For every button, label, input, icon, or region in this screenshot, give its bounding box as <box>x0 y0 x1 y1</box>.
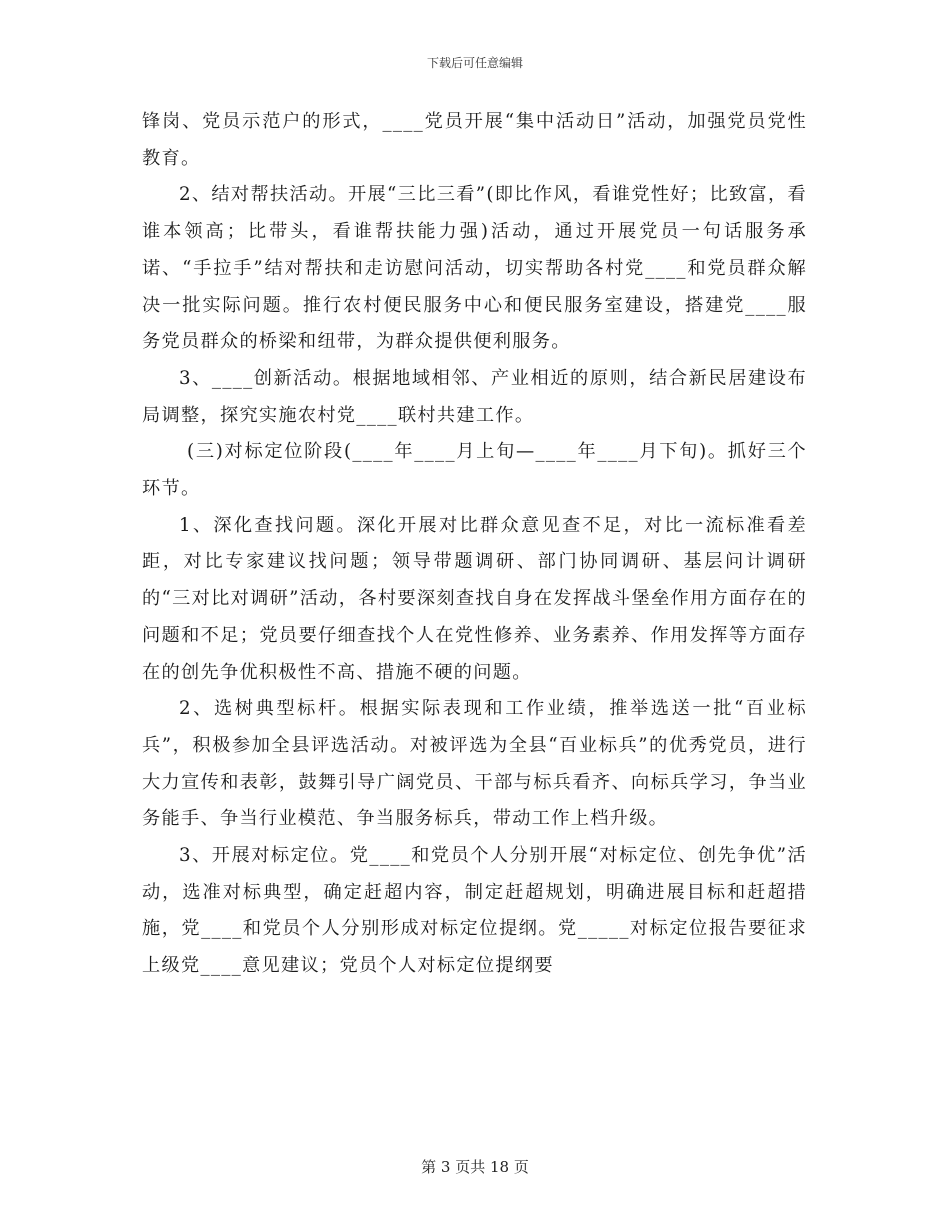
paragraph-benchmarking: 3、开展对标定位。党____和党员个人分别开展“对标定位、创先争优”活动，选准对标典型，确定赶超内容，制定赶超规划，明确进展目标和赶超措施，党____和党员个人分别形成对标定位提纲。党_____对标定位报告要征求上级党____意见建议；党员个人对标定位提纲要 <box>142 845 807 977</box>
page-number: 第 3 页共 18 页 <box>421 1158 529 1176</box>
paragraph-pairing-assistance: 2、结对帮扶活动。开展“三比三看”(即比作风，看谁党性好；比致富，看谁本领高；比带头，看谁帮扶能力强)活动，通过开展党员一句话服务承诺、“手拉手”结对帮扶和走访慰问活动，切实帮助各村党____和党员群众解决一批实际问题。推行农村便民服务中心和便民服务室建设，搭建党____服务党员群众的桥梁和纽带，为群众提供便利服务。 <box>142 184 807 353</box>
paragraph-section-heading: (三)对标定位阶段(____年____月上旬—____年____月下旬)。抓好三个环节。 <box>142 441 807 500</box>
paragraph-select-models: 2、选树典型标杆。根据实际表现和工作业绩，推举选送一批“百业标兵”，积极参加全县评选活动。对被评选为全县“百业标兵”的优秀党员，进行大力宣传和表彰，鼓舞引导广阔党员、干部与标兵看齐、向标兵学习，争当业务能手、争当行业模范、争当服务标兵，带动工作上档升级。 <box>142 698 807 830</box>
paragraph-innovation-activity: 3、____创新活动。根据地域相邻、产业相近的原则，结合新民居建设布局调整，探究实施农村党____联村共建工作。 <box>142 367 807 426</box>
document-body <box>142 104 807 985</box>
page-header-note: 下载后可任意编辑 <box>426 56 523 70</box>
paragraph-find-problems: 1、深化查找问题。深化开展对比群众意见查不足，对比一流标准看差距，对比专家建议找问题；领导带题调研、部门协同调研、基层问计调研的“三对比对调研”活动，各村要深刻查找自身在发挥战斗堡垒作用方面存在的问题和不足；党员要仔细查找个人在党性修养、业务素养、作用发挥等方面存在的创先争优积极性不高、措施不硬的问题。 <box>142 514 807 683</box>
paragraph-continuation: 锋岗、党员示范户的形式，____党员开展“集中活动日”活动，加强党员党性教育。 <box>142 111 807 169</box>
